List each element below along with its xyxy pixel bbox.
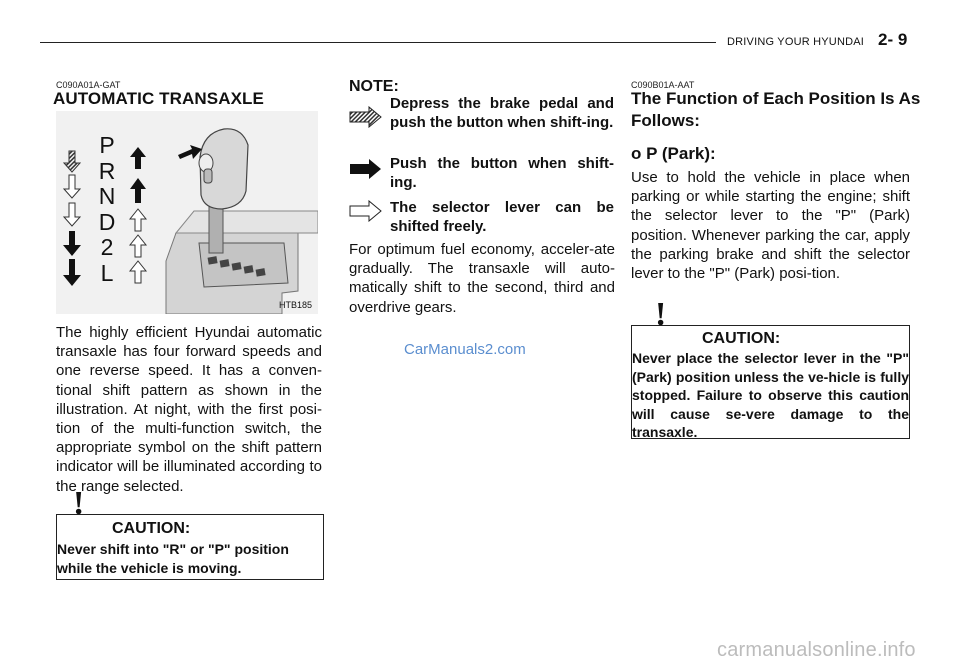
caution-title: CAUTION: (112, 520, 191, 537)
caution-box (56, 485, 324, 580)
body-paragraph: For optimum fuel economy, acceler-ate gradually. The transaxle will auto-matically shift to the second, third and overdrive gears. (349, 241, 615, 316)
note-item: The selector lever can be shifted freely. (390, 199, 614, 235)
shift-pattern-figure (56, 111, 318, 314)
gear-letter: N (98, 183, 116, 209)
body-paragraph: The highly efficient Hyundai automatic transaxle has four forward speeds and one reverse speed. It has a conven-tional shift pattern as shown in the illustration. At night, with the first posi-tion of the multi-function switch, the appropriate symbol on the shift pattern indicator will be illuminated according to the range selected. (56, 324, 322, 495)
exclamation-icon: ! (73, 485, 85, 522)
caution-box (631, 296, 910, 441)
section-title: AUTOMATIC TRANSAXLE (53, 89, 264, 108)
gear-letter: 2 (100, 234, 114, 260)
header-rule (40, 42, 716, 43)
body-paragraph: Use to hold the vehicle in place when parking or while starting the engine; shift the selector lever to the "P" (Park) position. Whenever parking the car, apply the parking brake and shift the selector lever to the "P" (Park) posi-tion. (631, 169, 910, 283)
figure-label: HTB185 (278, 300, 312, 310)
note-item: Push the button when shift-ing. (390, 155, 614, 191)
section-code: C090A01A-GAT (56, 80, 121, 90)
caution-title: CAUTION: (702, 330, 781, 347)
exclamation-icon: ! (655, 296, 667, 333)
gear-letter: D (98, 208, 116, 235)
note-item: Depress the brake pedal and push the button when shift-ing. (390, 95, 614, 131)
page-number: 2- 9 (878, 30, 908, 49)
striped-arrow-icon (64, 151, 80, 172)
caution-text: Never place the selector lever in the "P" (Park) position unless the ve-hicle is fully stopped. Failure to observe this caution will cause se-vere damage to the transaxle. (632, 350, 909, 441)
note-title: NOTE: (349, 78, 399, 95)
gear-position-letters (94, 133, 120, 286)
arrow-solid-icon (349, 158, 383, 180)
footer-watermark: carmanualsonline.info (717, 639, 916, 661)
section-title: The Function of Each Position Is As Follows: (631, 89, 921, 130)
caution-text: Never shift into "R" or "P" position while the vehicle is moving. (57, 541, 289, 576)
section-code: C090B01A-AAT (631, 80, 695, 90)
subsection-title: o P (Park): (631, 144, 716, 163)
gear-letter: P (99, 132, 115, 158)
arrow-outline-icon (349, 200, 383, 222)
watermark: CarManuals2.com (404, 341, 526, 358)
header-section-title: DRIVING YOUR HYUNDAI (727, 36, 865, 48)
gear-letter: L (100, 259, 114, 286)
arrow-striped-icon (349, 106, 383, 128)
gear-letter: R (98, 157, 116, 184)
